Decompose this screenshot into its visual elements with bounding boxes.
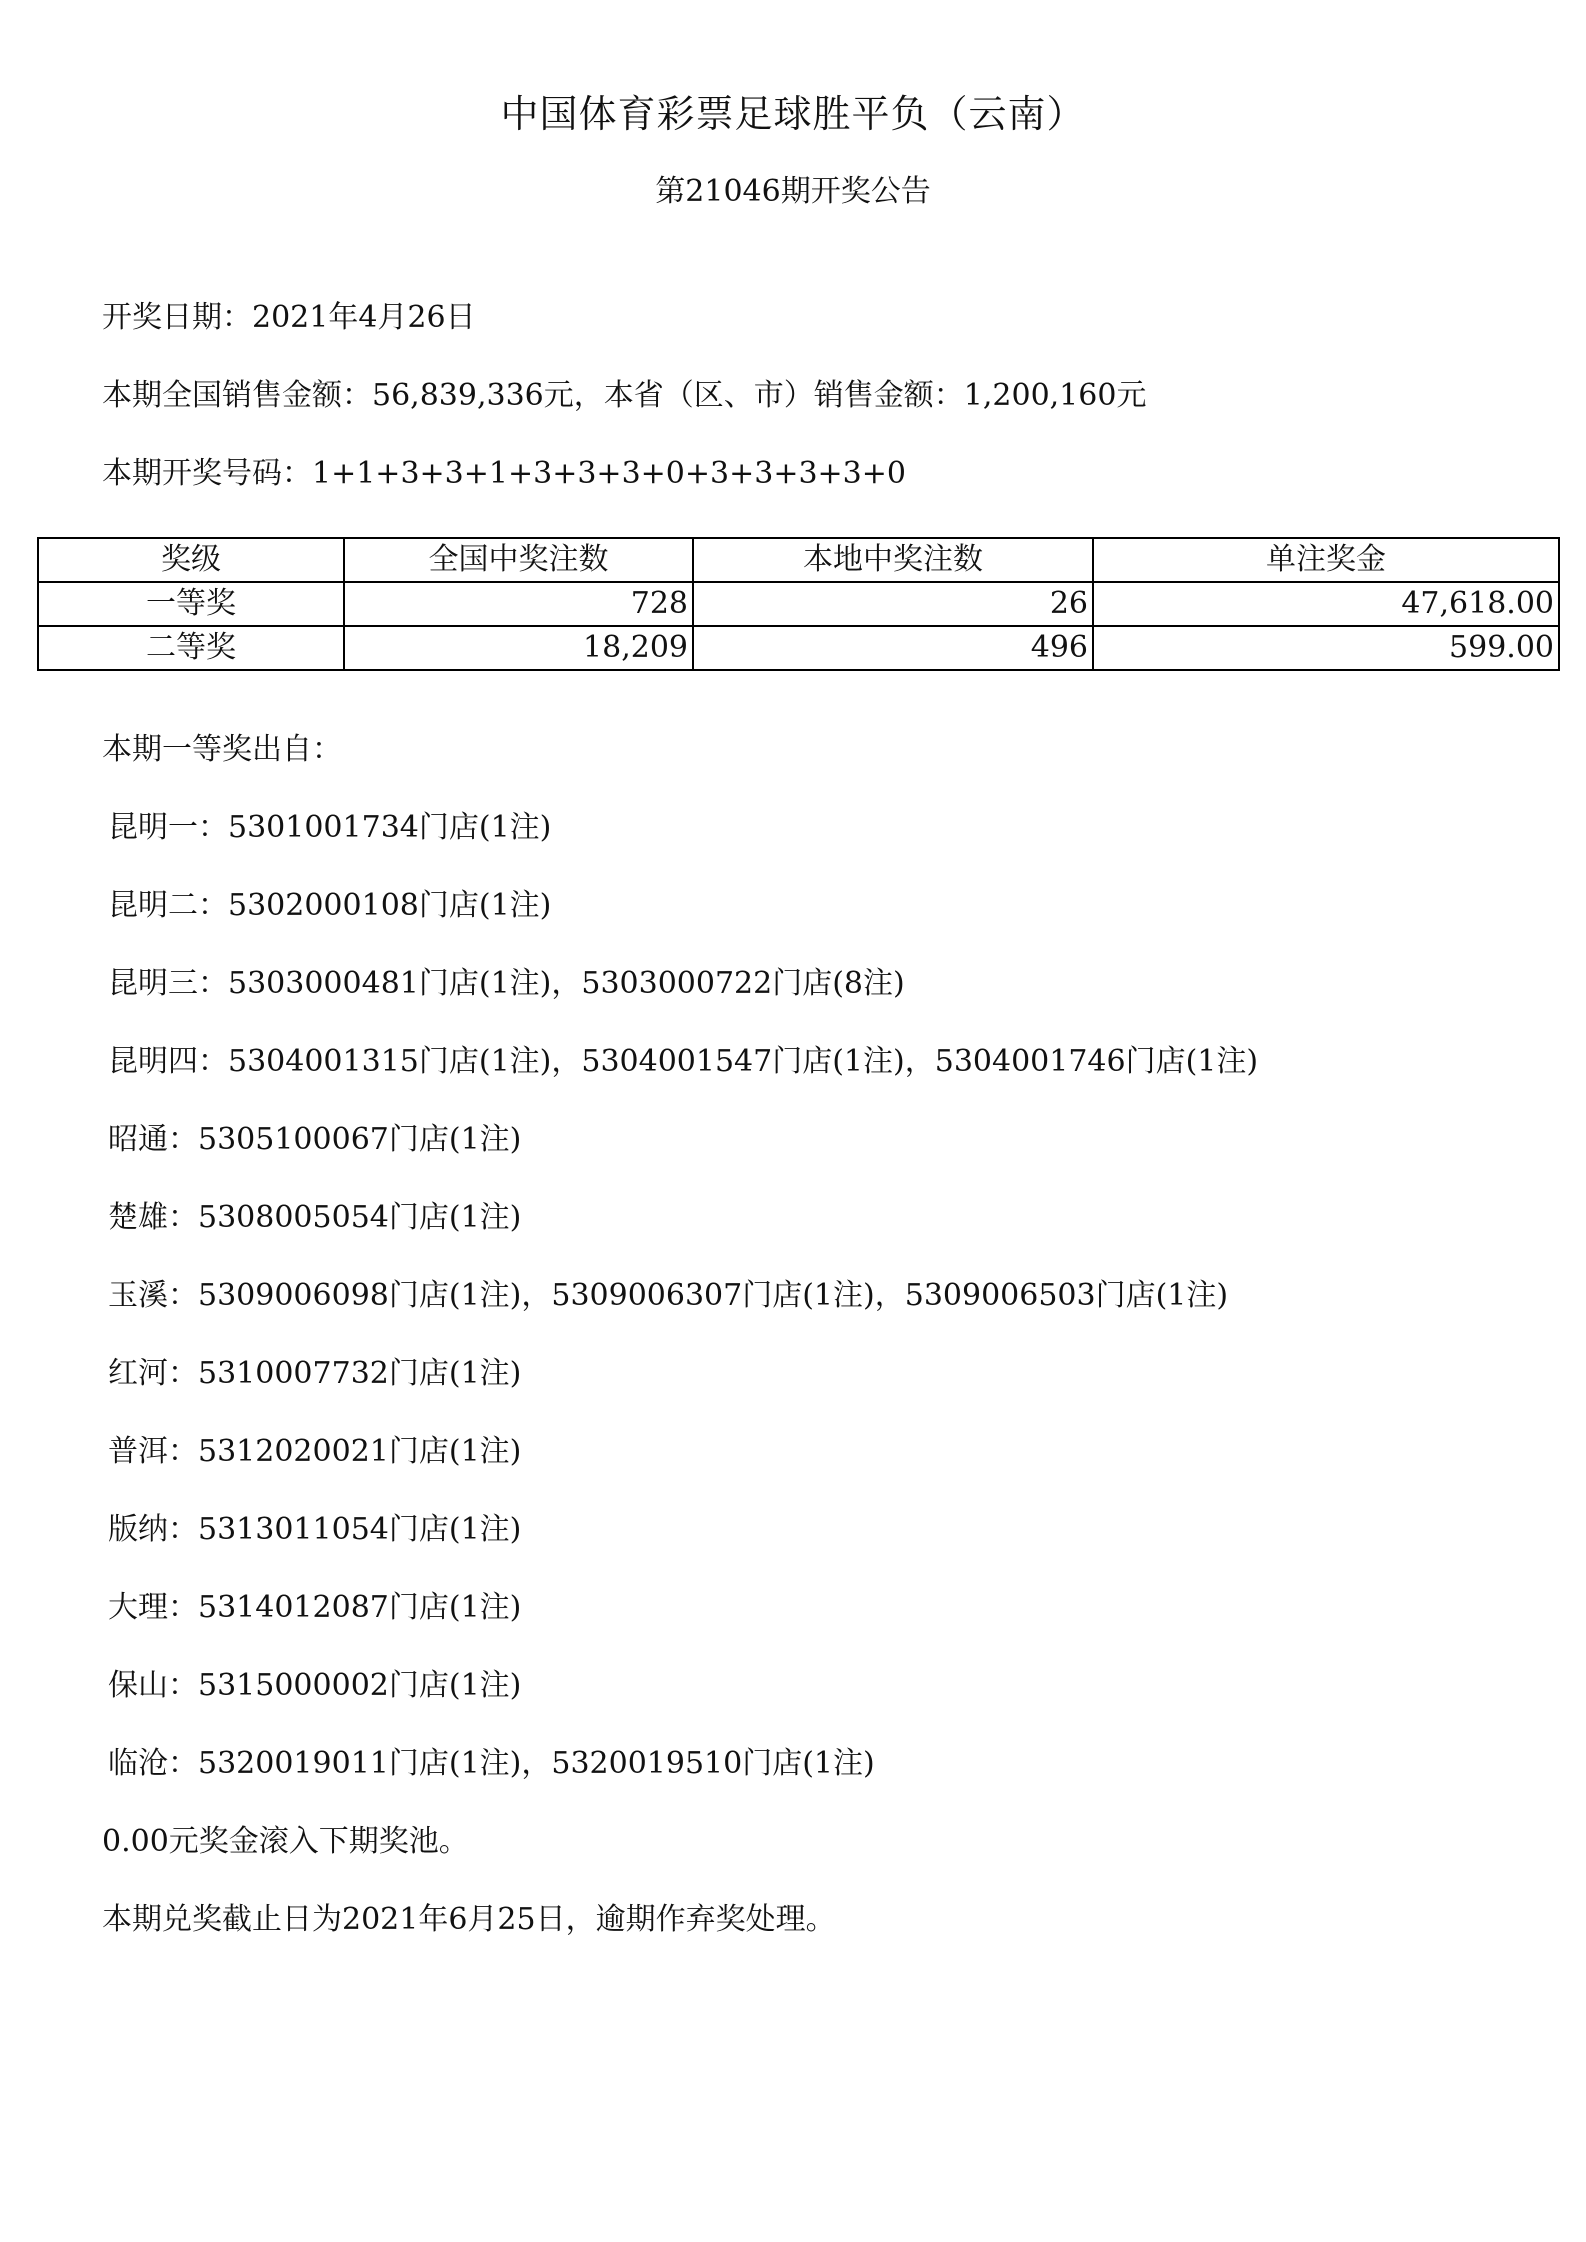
- deadline-note: 本期兑奖截止日为2021年6月25日，逾期作弃奖处理。: [102, 1902, 836, 1937]
- winner-item: 大理：5314012087门店(1注): [108, 1590, 522, 1625]
- cell-prize-amount: 599.00: [1093, 626, 1559, 670]
- header-local-count: 本地中奖注数: [693, 538, 1093, 582]
- winner-item: 普洱：5312020021门店(1注): [108, 1434, 522, 1469]
- cell-national-count: 18,209: [344, 626, 693, 670]
- table-row: [38, 626, 1559, 670]
- prize-table: [37, 537, 1560, 671]
- rollover-note: 0.00元奖金滚入下期奖池。: [102, 1824, 469, 1859]
- cell-prize-amount: 47,618.00: [1093, 582, 1559, 626]
- winner-item: 临沧：5320019011门店(1注)，5320019510门店(1注): [108, 1746, 875, 1781]
- winner-item: 昭通：5305100067门店(1注): [108, 1122, 522, 1157]
- header-prize-amount: 单注奖金: [1093, 538, 1559, 582]
- header-level: 奖级: [38, 538, 344, 582]
- winner-item: 版纳：5313011054门店(1注): [108, 1512, 522, 1547]
- cell-local-count: 26: [693, 582, 1093, 626]
- table-row: [38, 582, 1559, 626]
- header-national-count: 全国中奖注数: [344, 538, 693, 582]
- cell-local-count: 496: [693, 626, 1093, 670]
- winners-heading: 本期一等奖出自：: [102, 732, 342, 767]
- page-title: 中国体育彩票足球胜平负（云南）: [500, 92, 1086, 136]
- cell-national-count: 728: [344, 582, 693, 626]
- winner-item: 玉溪：5309006098门店(1注)，5309006307门店(1注)，5309006503门店(1注): [108, 1278, 1229, 1313]
- winner-item: 红河：5310007732门店(1注): [108, 1356, 522, 1391]
- sales-amount: 本期全国销售金额：56,839,336元，本省（区、市）销售金额：1,200,160元: [102, 378, 1147, 413]
- draw-date: 开奖日期：2021年4月26日: [102, 300, 476, 335]
- winner-item: 保山：5315000002门店(1注): [108, 1668, 522, 1703]
- winner-item: 楚雄：5308005054门店(1注): [108, 1200, 522, 1235]
- cell-level: 一等奖: [38, 582, 344, 626]
- winner-item: 昆明二：5302000108门店(1注): [108, 888, 552, 923]
- winner-item: 昆明三：5303000481门店(1注)，5303000722门店(8注): [108, 966, 905, 1001]
- winner-item: 昆明一：5301001734门店(1注): [108, 810, 552, 845]
- cell-level: 二等奖: [38, 626, 344, 670]
- table-header-row: [38, 538, 1559, 582]
- page-subtitle: 第21046期开奖公告: [655, 174, 931, 209]
- draw-numbers: 本期开奖号码：1+1+3+3+1+3+3+3+0+3+3+3+3+0: [102, 456, 906, 491]
- winner-item: 昆明四：5304001315门店(1注)，5304001547门店(1注)，5304001746门店(1注): [108, 1044, 1259, 1079]
